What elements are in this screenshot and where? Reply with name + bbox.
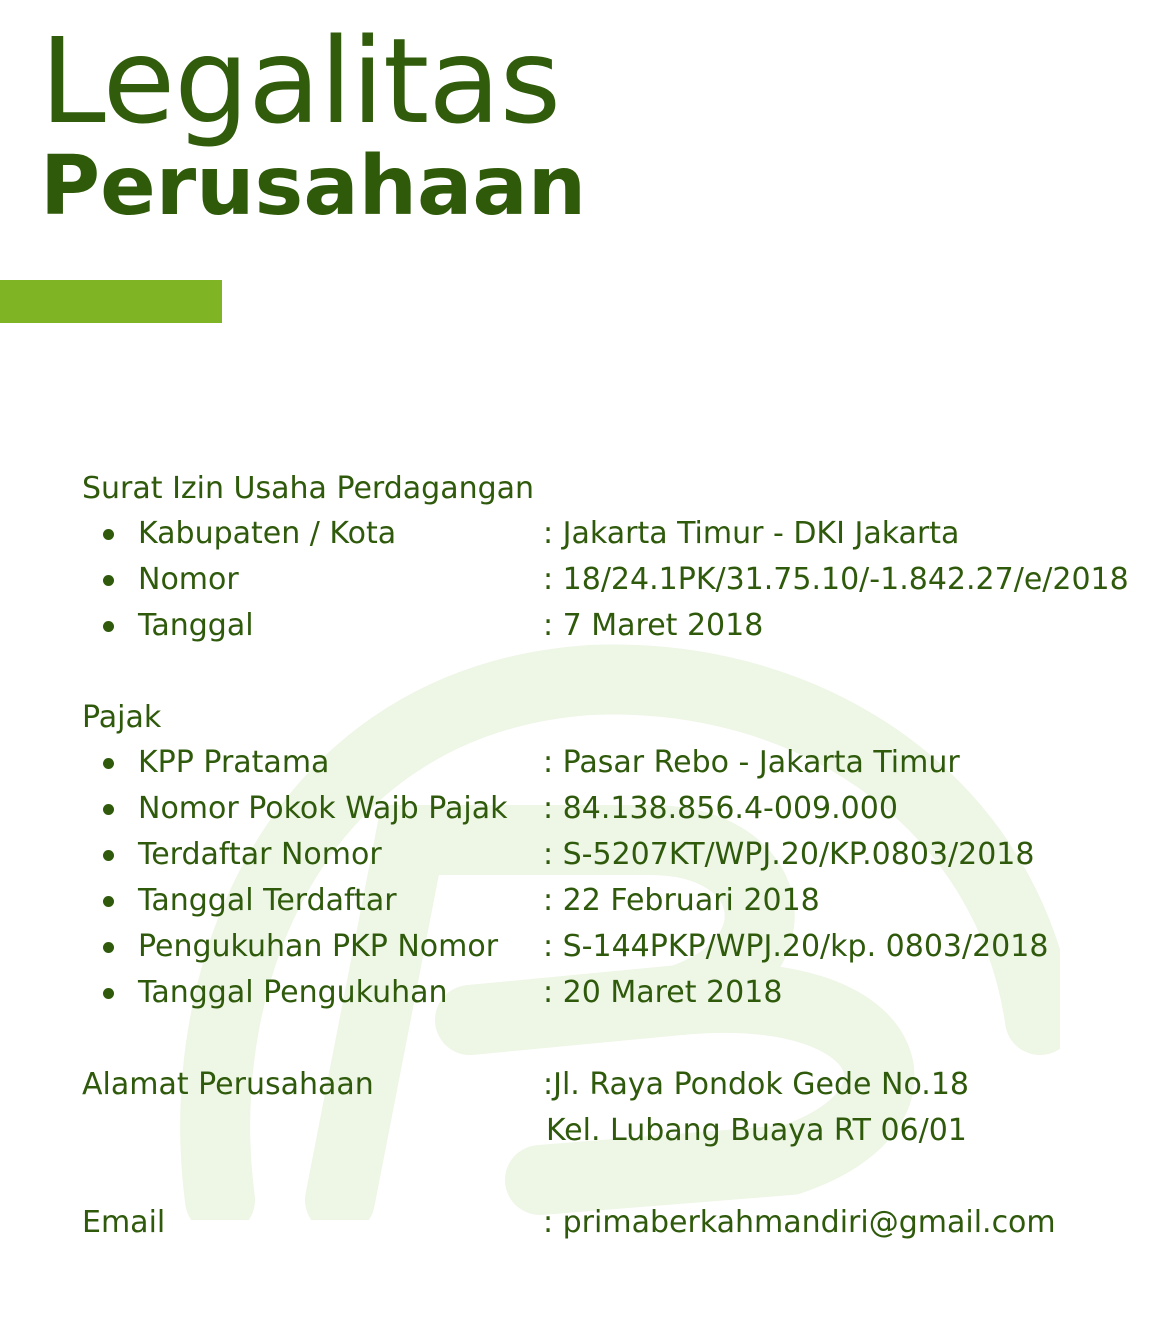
pajak-heading: Pajak [82, 700, 162, 735]
pajak-label-tanggal-terdaftar: Tanggal Terdaftar [138, 883, 397, 918]
bullet-icon [103, 850, 114, 861]
siup-value-kabupaten: : Jakarta Timur - DKI Jakarta [543, 516, 960, 551]
siup-label-kabupaten: Kabupaten / Kota [138, 516, 397, 551]
page-title-bold: Perusahaan [40, 139, 587, 234]
pajak-label-kpp: KPP Pratama [138, 745, 330, 780]
pajak-value-terdaftar-nomor: : S-5207KT/WPJ.20/KP.0803/2018 [543, 837, 1035, 872]
pajak-value-npwp: : 84.138.856.4-009.000 [543, 791, 898, 826]
pajak-value-pengukuhan-nomor: : S-144PKP/WPJ.20/kp. 0803/2018 [543, 929, 1049, 964]
bullet-icon [103, 942, 114, 953]
bullet-icon [103, 621, 114, 632]
email-value: : primaberkahmandiri@gmail.com [543, 1205, 1056, 1240]
pajak-label-terdaftar-nomor: Terdaftar Nomor [138, 837, 382, 872]
siup-heading: Surat Izin Usaha Perdagangan [82, 471, 535, 506]
pajak-label-npwp: Nomor Pokok Wajb Pajak [138, 791, 508, 826]
siup-value-tanggal: : 7 Maret 2018 [543, 608, 764, 643]
bullet-icon [103, 575, 114, 586]
siup-label-nomor: Nomor [138, 562, 239, 597]
page-title-light: Legalitas [40, 12, 561, 150]
pajak-label-pengukuhan-nomor: Pengukuhan PKP Nomor [138, 929, 499, 964]
alamat-line-1: :Jl. Raya Pondok Gede No.18 [543, 1067, 970, 1102]
bullet-icon [103, 988, 114, 999]
alamat-label: Alamat Perusahaan [82, 1067, 374, 1102]
alamat-line-2: Kel. Lubang Buaya RT 06/01 [546, 1113, 967, 1148]
siup-label-tanggal: Tanggal [138, 608, 254, 643]
pajak-label-tanggal-pengukuhan: Tanggal Pengukuhan [138, 975, 448, 1010]
bullet-icon [103, 896, 114, 907]
bullet-icon [103, 804, 114, 815]
siup-value-nomor: : 18/24.1PK/31.75.10/-1.842.27/e/2018 [543, 562, 1129, 597]
bullet-icon [103, 529, 114, 540]
email-label: Email [82, 1205, 166, 1240]
pajak-value-kpp: : Pasar Rebo - Jakarta Timur [543, 745, 960, 780]
bullet-icon [103, 758, 114, 769]
pajak-value-tanggal-terdaftar: : 22 Februari 2018 [543, 883, 820, 918]
pajak-value-tanggal-pengukuhan: : 20 Maret 2018 [543, 975, 783, 1010]
